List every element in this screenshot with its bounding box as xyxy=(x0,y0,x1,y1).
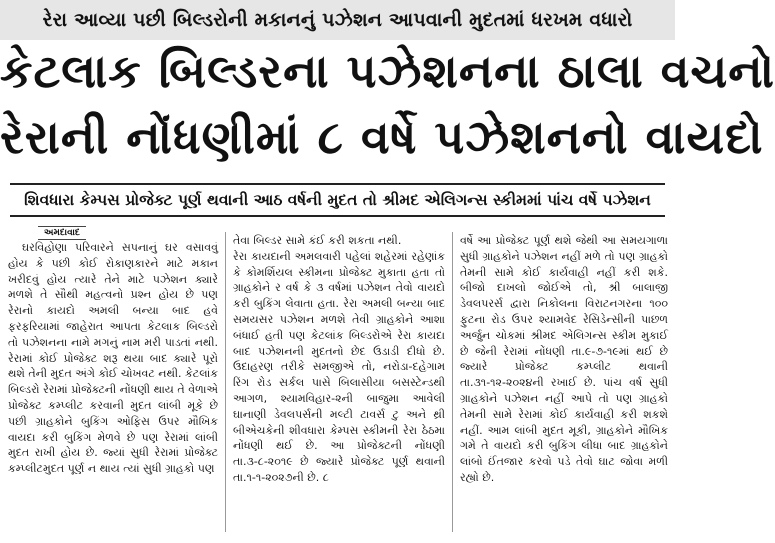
column-2-text: તેવા બિલ્ડર સામે કંઈ કરી શકતા નથી. રેરા કાયદાની અમલવારી પહેલાં શહેરમાં રહેણાંક કે કોમર્શિયલ સ્કીમના પ્રોજેક્ટ મુકાતા હતા તો ગ્રાહકોને ર વર્ષ કે ૩ વર્ષમાં પઝેશન તેવો વાયદો કરી બુકિંગ લેવાતા હતા. રેરા અમલી બન્યા બાદ સમયસર પઝેશન મળશે તેવી ગ્રાહકોને આશા બંધાઈ હતી પણ કેટલાંક બિલ્ડરોએ રેરા કાયદા બાદ પઝેશનની મુદતનો છેદ ઉડાડી દીધો છે. ઉદાહરણ તરીકે સમજીએ તો, નરોડા-દહેગામ રિંગ રોડ સર્કલ પાસે બિલાસીયા બસસ્ટેન્ડથી આગળ, શ્યામવિહાર-૨ની બાજુમા આવેલી ઘાનાણી ડેવલપર્સની મલ્ટી ટાવર્સ ટુ અને થ્રી બીએચકેની શીવધારા કેમ્પસ સ્કીમની રેરા ઠેઠમા નોંધણી થઈ છે. આ પ્રોજેક્ટની નોંધણી તા.૩-૮-૨૦૧૯ છે જ્યારે પ્રોજેક્ટ પૂર્ણ થવાની તા.૧-૧-૨૦૨૭ની છે. ૮ xyxy=(233,234,445,484)
kicker-strip xyxy=(0,0,675,40)
headline-line-1: કેટલાક બિલ્ડરના પઝેશનના ઠાલા વચનો xyxy=(0,44,775,98)
headline-line-2: રેરાની નોંધણીમાં ૮ વર્ષે પઝેશનનો વાયદો xyxy=(0,110,764,164)
article-column-1 xyxy=(8,224,218,534)
article-column-2 xyxy=(233,233,445,543)
subheadline-text: શિવધારા કેમ્પસ પ્રોજેક્ટ પૂર્ણ થવાની આઠ વર્ષની મુદત તો શ્રીમદ એલિગન્સ સ્કીમમાં પાંચ વર્ષે પઝેશન xyxy=(24,190,651,209)
column-3-text: વર્ષે આ પ્રોજેક્ટ પૂર્ણ થશે જેથી આ સમયગાળા સુધી ગ્રાહકોને પઝેશન નહીં મળે તો પણ ગ્રાહકો તેમની સામે કોઈ કાર્યવાહી નહીં કરી શકે. બીજો દાખલો જોઈએ તો, શ્રી બાલાજી ડેવલપરર્સ દ્વારા નિકોલના વિરાટનગરના ૧૦૦ ફુટના રોડ ઉપર શ્યામવેદ રેસિડેન્સીની પાછળ અર્જુન ચોકમાં શ્રીમદ એલિગન્સ સ્કીમ મુકાઈ છે જેની રેરામાં નોંધણી તા.૯-૭-૧૯માં થઈ છે જ્યારે પ્રોજેક્ટ કમ્પ્લીટ થવાની તા.૩૧-૧૨-૨૦૨૪ની રખાઈ છે. પાંચ વર્ષ સુધી ગ્રાહકોને પઝેશન નહીં આપે તો પણ ગ્રાહકો તેમની સામે રેરામાં કોઈ કાર્યવાહી કરી શકશે નહીં. આમ લાંબી મુદત મૂકી, ગ્રાહકોને મૌખિક ગમે તે વાયદો કરી બુકિંગ લીધા બાદ ગ્રાહકોને લાંબો ઈંતજાર કરવો પડે તેવો ઘાટ જોવા મળી રહ્યો છે. xyxy=(460,234,668,484)
dateline: અમદાવાદ xyxy=(38,226,86,240)
subheadline xyxy=(10,183,665,217)
article-column-3 xyxy=(460,233,668,543)
kicker-text: રેરા આવ્યા પછી બિલ્ડરોની મકાનનું પઝેશન આપવાની મુદતમાં ધરખમ વધારો xyxy=(42,9,633,31)
column-1-text: ઘરવિહોણા પરિવારને સપનાનું ઘર વસાવવું હોય કે પછી કોઈ રોકાણકારને માટે મકાન ખરીદવું હોય ત્યારે તેને માટે પઝેશન ક્યારે મળશે તે સૌથી મહત્વનો પ્રશ્ન હોય છે પણ રેરાનો કાયદો અમલી બન્યા બાદ હવે ફરફરિયામાં જાહેરાત આપતા કેટલાક બિલ્ડરો તો પઝેશનના નામે મગનું નામ મરી પાડતાં નથી. રેરામાં કોઈ પ્રોજેક્ટ શરૂ થયા બાદ ક્યારે પૂરો થશે તેની મુદત અંગે કોઈ ચોખવટ નથી. કેટલાંક બિલ્ડરો રેરામાં પ્રોજેક્ટની નોંધણી થાય તે વેળાએ પ્રોજેક્ટ કમ્પ્લીટ કરવાની મુદત લાંબી મૂકે છે પછી ગ્રાહકોને બુકિંગ ઓફિસ ઉપર મૌખિક વાયદા કરી બુકિંગ મેળવે છે પણ રેરામાં લાંબી મુદત રાખી હોય છે. જ્યાં સુધી રેરામાં પ્રોજેક્ટ કમ્પ્લીટમુદત પૂર્ણ ન થાય ત્યાં સુધી ગ્રાહકો પણ xyxy=(8,241,218,476)
column-divider xyxy=(452,232,453,532)
column-divider xyxy=(225,232,226,532)
